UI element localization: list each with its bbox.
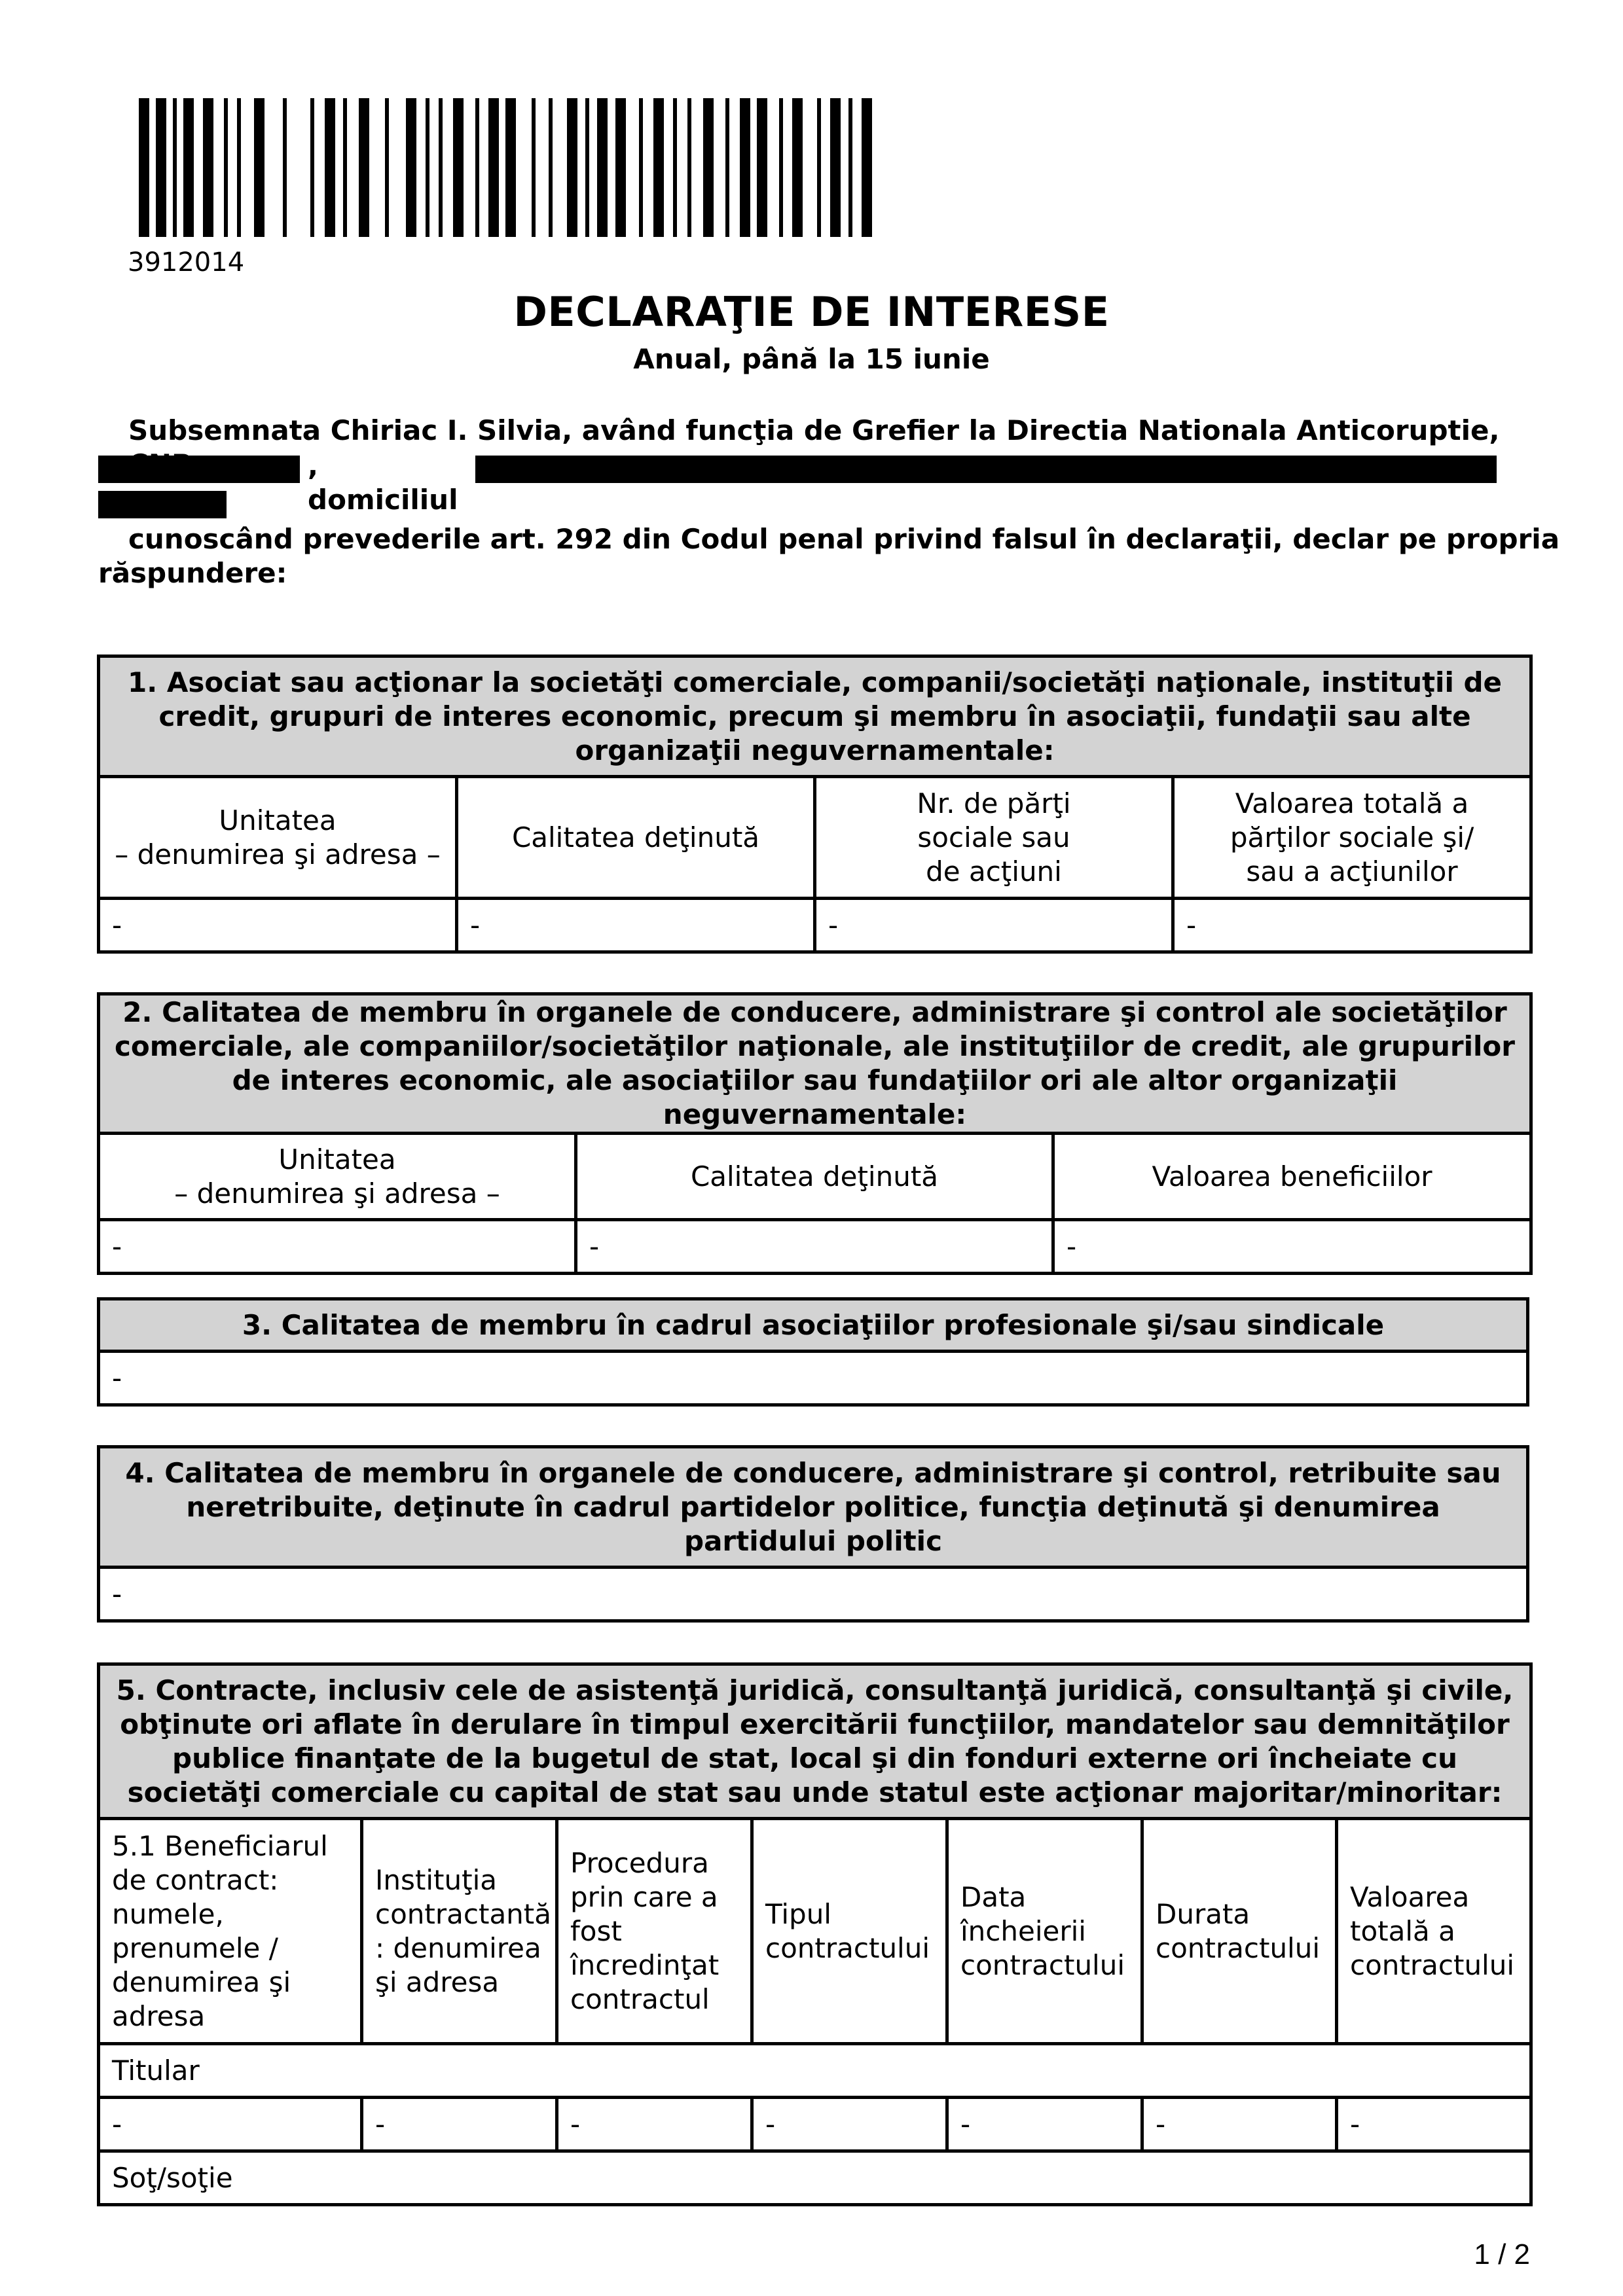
redacted-cnp (98, 456, 300, 483)
intro-line-1: Subsemnata Chiriac I. Silvia, având funcţia de Grefier la Directia Nationala Anticoruptie, (128, 414, 1500, 446)
section-4-table (97, 1445, 1529, 1623)
section-3-heading: 3. Calitatea de membru în cadrul asociaţiilor profesionale şi/sau sindicale (99, 1299, 1528, 1352)
intro-line-4: răspundere: (98, 557, 287, 589)
s1-cell: - (457, 899, 815, 952)
s2-col-unitatea: Unitatea – denumirea şi adresa – (99, 1134, 576, 1220)
redacted-address-continued (98, 491, 227, 518)
section-1-heading: 1. Asociat sau acţionar la societăţi comerciale, companii/societăţi naţionale, instituţii de credit, grupuri de interes economic, precum şi membru în asociaţii, fundaţii sau alte organizaţii neguvernamentale: (99, 656, 1531, 777)
section-2-heading: 2. Calitatea de membru în organele de conducere, administrare şi control ale societăţilor comerciale, ale companiilor/societăţilor naţionale, ale instituţiilor de credit, ale grupurilor de interes economic, ale asociaţiilor sau fundaţiilor ori ale altor organizaţii neguvernamentale: (99, 994, 1531, 1134)
intro-domiciliu: , domiciliul (308, 450, 458, 516)
section-1-table (97, 655, 1533, 954)
s5-col-durata: Durata contractului (1142, 1819, 1337, 2044)
s2-cell: - (1053, 1220, 1531, 1274)
s1-cell: - (815, 899, 1173, 952)
barcode-number: 3912014 (128, 247, 245, 278)
s5-col-tipul: Tipul contractului (752, 1819, 947, 2044)
s5-cell: - (99, 2098, 362, 2151)
intro-line-3: cunoscând prevederile art. 292 din Codul penal privind falsul în declaraţii, declar pe propria (128, 523, 1560, 555)
s2-col-calitatea: Calitatea deţinută (576, 1134, 1053, 1220)
section-4-heading: 4. Calitatea de membru în organele de conducere, administrare şi control, retribuite sau neretribuite, deţinute în cadrul partidelor politice, funcţia deţinută şi denumirea partidului politic (99, 1447, 1528, 1568)
s5-cell: - (752, 2098, 947, 2151)
barcode (139, 98, 879, 237)
s1-col-valoarea: Valoarea totală a părţilor sociale şi/ sau a acţiunilor (1173, 777, 1531, 899)
s1-cell: - (1173, 899, 1531, 952)
s5-col-data: Data încheierii contractului (947, 1819, 1142, 2044)
s5-cell: - (1337, 2098, 1531, 2151)
s5-col-institutia: Instituţia contractantă : denumirea şi adresa (362, 1819, 557, 2044)
s2-col-valoarea-beneficiilor: Valoarea beneficiilor (1053, 1134, 1531, 1220)
s2-cell: - (576, 1220, 1053, 1274)
page-number: 1 / 2 (1474, 2238, 1530, 2270)
s5-cell: - (1142, 2098, 1337, 2151)
s1-col-nr-parti: Nr. de părţi sociale sau de acţiuni (815, 777, 1173, 899)
s5-cell: - (947, 2098, 1142, 2151)
s3-cell: - (99, 1352, 1528, 1405)
s4-cell: - (99, 1568, 1528, 1621)
s5-col-beneficiar: 5.1 Beneficiarul de contract: numele, prenumele / denumirea şi adresa (99, 1819, 362, 2044)
document-title: DECLARAŢIE DE INTERESE (513, 288, 1110, 336)
s5-col-procedura: Procedura prin care a fost încredinţat contractul (557, 1819, 752, 2044)
s5-titular-row: Titular (99, 2044, 1531, 2098)
s1-cell: - (99, 899, 457, 952)
redacted-address (475, 456, 1497, 483)
section-5-table (97, 1662, 1533, 2206)
s5-col-valoarea: Valoarea totală a contractului (1337, 1819, 1531, 2044)
s1-col-unitatea: Unitatea – denumirea şi adresa – (99, 777, 457, 899)
s2-cell: - (99, 1220, 576, 1274)
document-subtitle: Anual, până la 15 iunie (633, 343, 990, 375)
section-5-heading: 5. Contracte, inclusiv cele de asistenţă juridică, consultanţă juridică, consultanţă şi civile, obţinute ori aflate în derulare în timpul exercitării funcţiilor, mandatelor sau demnităţilor publice finanţate de la bugetul de stat, local şi din fonduri externe ori încheiate cu societăţi comerciale cu capital de stat sau unde statul este acţionar majoritar/minoritar: (99, 1664, 1531, 1819)
s1-col-calitatea: Calitatea deţinută (457, 777, 815, 899)
s5-sot-row: Soţ/soţie (99, 2151, 1531, 2205)
s5-cell: - (557, 2098, 752, 2151)
section-2-table (97, 992, 1533, 1275)
section-3-table (97, 1297, 1529, 1407)
s5-cell: - (362, 2098, 557, 2151)
